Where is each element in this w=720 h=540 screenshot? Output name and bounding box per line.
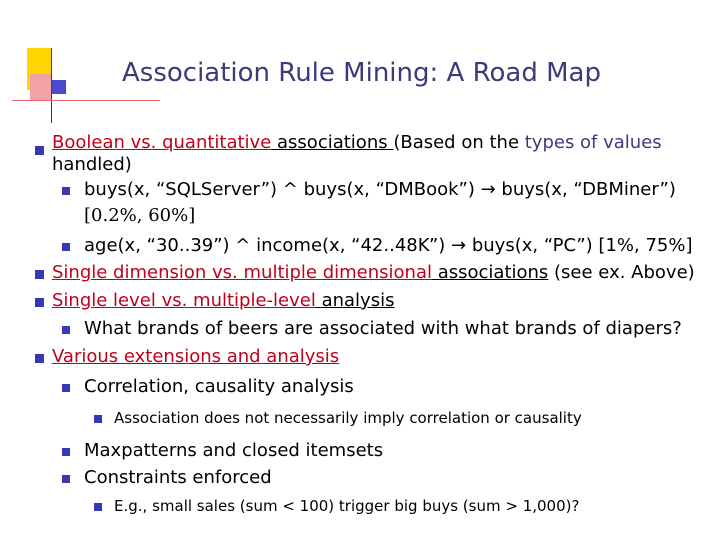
deco-blue-square: [52, 80, 66, 94]
item-rule-example-1: buys(x, “SQLServer”) ^ buys(x, “DMBook”) → buys(x, “DBMiner”): [84, 179, 676, 200]
item-text: (see ex. Above): [548, 262, 695, 283]
topic-link: Single dimension vs. multiple dimensional: [52, 262, 432, 283]
topic-link: Various extensions and analysis: [52, 346, 340, 367]
bullet-icon: [94, 415, 102, 423]
item-rule-example-2: age(x, “30..39”) ^ income(x, “42..48K”) → buys(x, “PC”) [1%, 75%]: [84, 235, 693, 256]
deco-pink-square: [30, 74, 52, 100]
item-correlation: Correlation, causality analysis: [84, 376, 354, 397]
underlined-text: analysis: [315, 290, 395, 311]
item-dimension: [52, 261, 695, 285]
item-maxpatterns: Maxpatterns and closed itemsets: [84, 440, 384, 461]
bullet-icon: [35, 270, 44, 279]
page-title: Association Rule Mining: A Road Map: [122, 58, 601, 88]
item-continuation: handled): [52, 154, 132, 175]
item-text: (Based on the: [393, 132, 525, 153]
bullet-icon: [35, 354, 44, 363]
bullet-icon: [62, 384, 70, 392]
bullet-icon: [62, 475, 70, 483]
bullet-icon: [35, 146, 44, 155]
topic-link: Boolean vs. quantitative: [52, 132, 272, 153]
item-level: [52, 289, 394, 313]
item-beers-diapers: What brands of beers are associated with what brands of diapers?: [84, 318, 682, 339]
bullet-icon: [62, 448, 70, 456]
item-boolean-quantitative: [52, 131, 662, 155]
underlined-text: associations: [271, 132, 394, 153]
bullet-icon: [35, 298, 44, 307]
bullet-icon: [62, 187, 70, 195]
item-constraints: Constraints enforced: [84, 467, 272, 488]
item-rule-example-1-support: [0.2%, 60%]: [84, 205, 196, 226]
bullet-icon: [62, 243, 70, 251]
item-constraints-example: E.g., small sales (sum < 100) trigger big buys (sum > 1,000)?: [114, 497, 580, 515]
bullet-icon: [62, 326, 70, 334]
underlined-text: associations: [432, 262, 549, 283]
deco-horizontal-line: [12, 100, 160, 101]
topic-link: Single level vs. multiple-level: [52, 290, 316, 311]
item-correlation-note: Association does not necessarily imply correlation or causality: [114, 409, 582, 427]
highlight-text: types of values: [524, 132, 662, 153]
item-extensions: [52, 345, 339, 369]
deco-vertical-line: [51, 48, 52, 123]
bullet-icon: [94, 503, 102, 511]
